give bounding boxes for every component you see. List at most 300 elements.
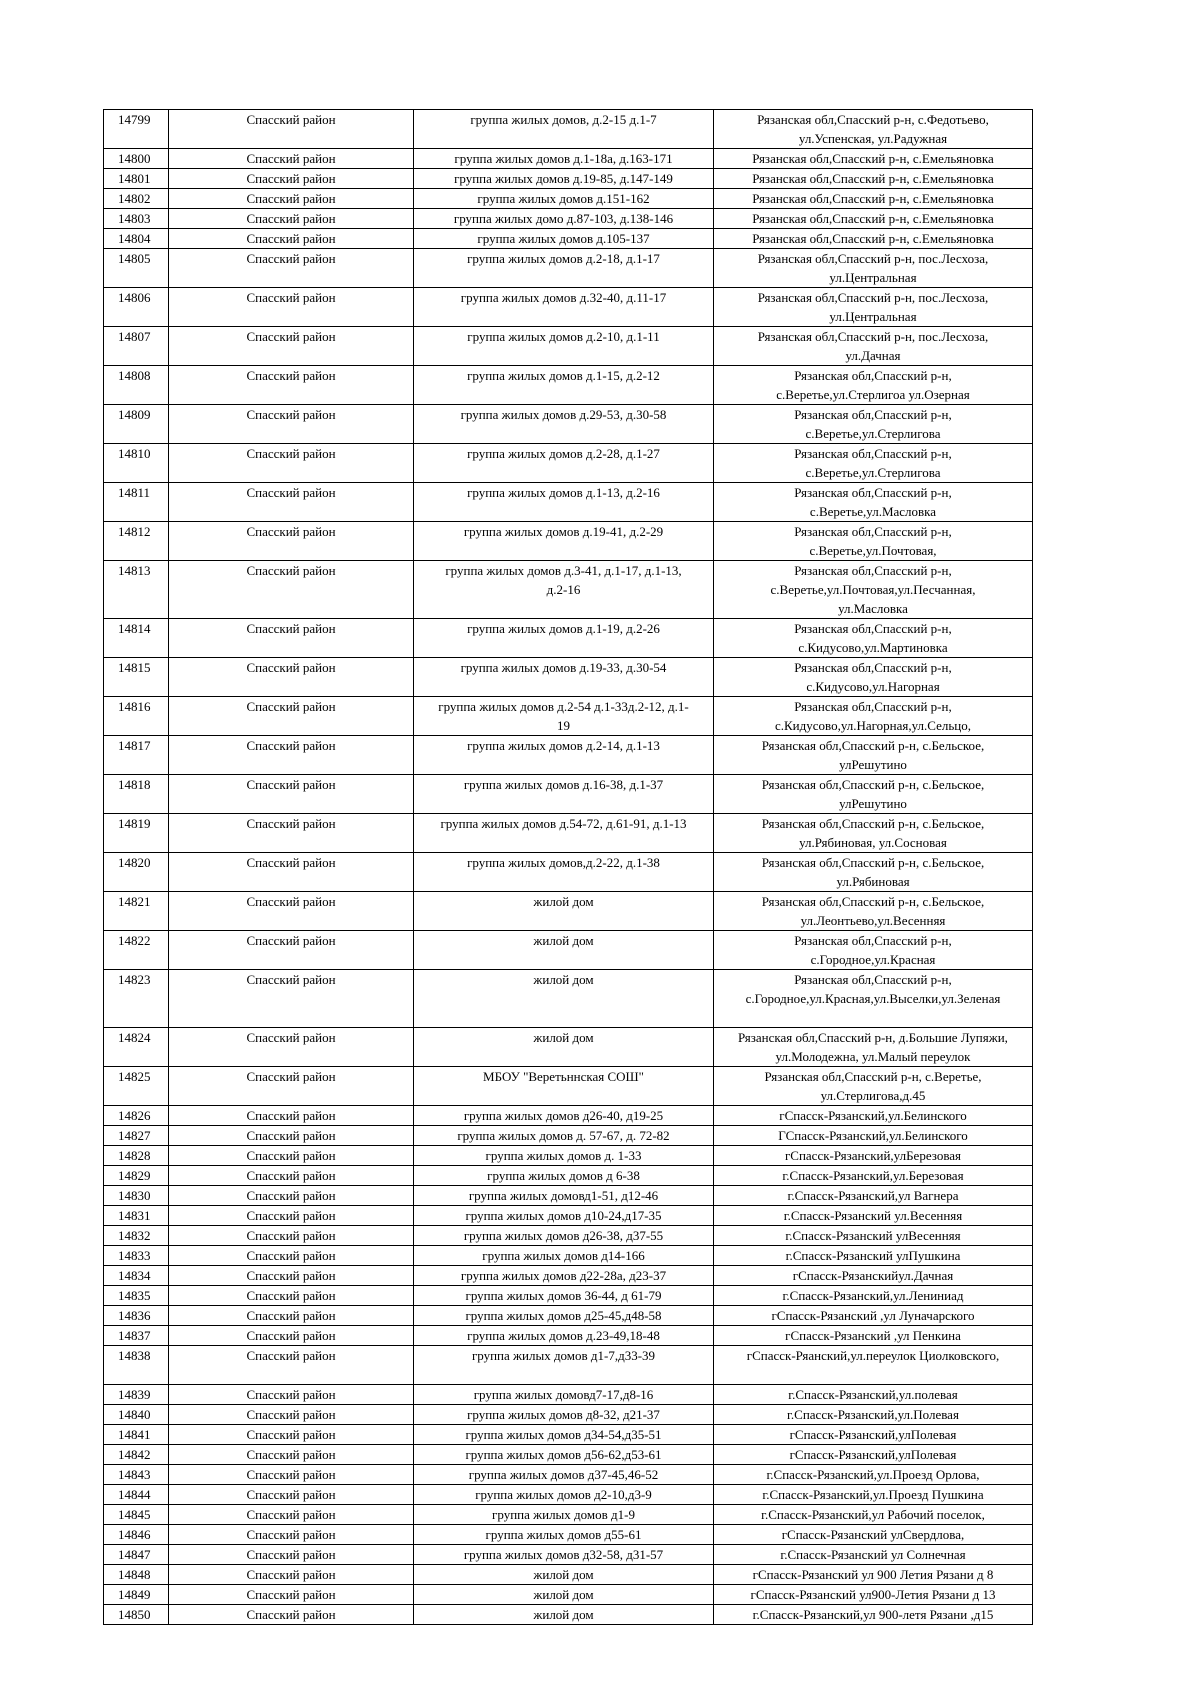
object-line: группа жилых домов д37-45,46-52 xyxy=(468,1467,659,1482)
address-cell xyxy=(714,149,1033,169)
district-cell: Спасский район xyxy=(169,561,414,619)
object-cell xyxy=(414,1405,714,1425)
address-cell xyxy=(714,1465,1033,1485)
object-cell xyxy=(414,1286,714,1306)
table-row xyxy=(104,1605,1033,1625)
address-line: г.Спасск-Рязанский ул Солнечная xyxy=(780,1547,966,1562)
object-cell xyxy=(414,327,714,366)
table-row xyxy=(104,1306,1033,1326)
address-cell xyxy=(714,775,1033,814)
object-line: группа жилых домов д.19-41, д.2-29 xyxy=(463,524,664,539)
address-line: г.Спасск-Рязанский ул.Весенняя xyxy=(783,1208,963,1223)
district-cell: Спасский район xyxy=(169,1226,414,1246)
object-cell xyxy=(414,169,714,189)
address-line: с.Кидусово,ул.Нагорная xyxy=(806,679,940,694)
address-cell xyxy=(714,189,1033,209)
table-row xyxy=(104,1385,1033,1405)
address-line: ул.Рябиновая, ул.Сосновая xyxy=(799,835,947,850)
object-line: группа жилых домовд7-17,д8-16 xyxy=(473,1387,654,1402)
district-cell: Спасский район xyxy=(169,327,414,366)
address-line: Рязанская обл,Спасский р-н, с.Емельяновка xyxy=(752,231,994,246)
object-line: жилой дом xyxy=(533,894,594,909)
address-cell xyxy=(714,1146,1033,1166)
address-line: г.Спасск-Рязанский,ул.полевая xyxy=(788,1387,958,1402)
object-cell xyxy=(414,1226,714,1246)
address-line: гСпасск-Рязанский ,ул Луначарского xyxy=(771,1308,975,1323)
address-line: г.Спасск-Рязанский,ул Вагнера xyxy=(787,1188,959,1203)
address-cell xyxy=(714,1405,1033,1425)
row-number: 14827 xyxy=(104,1126,169,1146)
address-line: гСпасск-Рязанский,улПолевая xyxy=(789,1447,957,1462)
row-number: 14844 xyxy=(104,1485,169,1505)
table-row xyxy=(104,483,1033,522)
district-cell: Спасский район xyxy=(169,1266,414,1286)
address-line: г.Спасск-Рязанский улВесенняя xyxy=(785,1228,961,1243)
address-cell xyxy=(714,1445,1033,1465)
address-line: ул.Леонтьево,ул.Весенняя xyxy=(800,913,946,928)
object-line: группа жилых домов д. 57-67, д. 72-82 xyxy=(457,1128,670,1143)
address-cell xyxy=(714,970,1033,1028)
object-line: группа жилых домо д.87-103, д.138-146 xyxy=(453,211,674,226)
address-line: с.Городное,ул.Красная,ул.Выселки,ул.Зеленая xyxy=(745,991,1001,1006)
address-cell xyxy=(714,229,1033,249)
object-cell xyxy=(414,892,714,931)
object-cell xyxy=(414,1605,714,1625)
row-number: 14834 xyxy=(104,1266,169,1286)
address-line: улРешутино xyxy=(839,796,907,811)
address-line: Рязанская обл,Спасский р-н, xyxy=(794,524,952,539)
table-row xyxy=(104,736,1033,775)
address-line: Рязанская обл,Спасский р-н, xyxy=(794,621,952,636)
row-number: 14838 xyxy=(104,1346,169,1385)
row-number: 14818 xyxy=(104,775,169,814)
row-number: 14800 xyxy=(104,149,169,169)
object-line: группа жилых домов д25-45,д48-58 xyxy=(465,1308,662,1323)
address-line: гСпасск-Рязанский ,ул Пенкина xyxy=(785,1328,961,1343)
district-cell: Спасский район xyxy=(169,288,414,327)
district-cell: Спасский район xyxy=(169,853,414,892)
table-row xyxy=(104,1445,1033,1465)
object-line: группа жилых домов д.1-19, д.2-26 xyxy=(467,621,660,636)
object-cell xyxy=(414,1186,714,1206)
address-line: Рязанская обл,Спасский р-н, xyxy=(794,660,952,675)
address-line: Рязанская обл,Спасский р-н, xyxy=(794,485,952,500)
address-cell xyxy=(714,658,1033,697)
object-line: группа жилых домов д.1-18а, д.163-171 xyxy=(454,151,673,166)
table-row xyxy=(104,169,1033,189)
table-row xyxy=(104,931,1033,970)
district-cell: Спасский район xyxy=(169,697,414,736)
object-line: МБОУ "Веретьннская СОШ" xyxy=(483,1069,644,1084)
address-cell xyxy=(714,110,1033,149)
object-line: группа жилых домов д.3-41, д.1-17, д.1-13, xyxy=(445,563,682,578)
district-cell: Спасский район xyxy=(169,149,414,169)
address-line: Рязанская обл,Спасский р-н, пос.Лесхоза, xyxy=(757,251,989,266)
address-cell xyxy=(714,1126,1033,1146)
district-cell: Спасский район xyxy=(169,1425,414,1445)
address-line: Рязанская обл,Спасский р-н, с.Бельское, xyxy=(761,816,985,831)
row-number: 14846 xyxy=(104,1525,169,1545)
object-cell xyxy=(414,931,714,970)
row-number: 14821 xyxy=(104,892,169,931)
object-line: жилой дом xyxy=(533,1567,594,1582)
address-cell xyxy=(714,1286,1033,1306)
district-cell: Спасский район xyxy=(169,931,414,970)
object-line: группа жилых домов д.1-13, д.2-16 xyxy=(467,485,660,500)
row-number: 14836 xyxy=(104,1306,169,1326)
address-cell xyxy=(714,1485,1033,1505)
address-line: ул.Масловка xyxy=(838,601,908,616)
table-row xyxy=(104,327,1033,366)
district-cell: Спасский район xyxy=(169,169,414,189)
address-line: гСпасск-Рязанский,улБерезовая xyxy=(784,1148,962,1163)
object-line: группа жилых домов д10-24,д17-35 xyxy=(465,1208,662,1223)
object-line: группа жилых домов д.105-137 xyxy=(477,231,650,246)
row-number: 14849 xyxy=(104,1585,169,1605)
object-cell xyxy=(414,1166,714,1186)
district-cell: Спасский район xyxy=(169,189,414,209)
address-cell xyxy=(714,327,1033,366)
district-cell: Спасский район xyxy=(169,483,414,522)
object-line: жилой дом xyxy=(533,1587,594,1602)
object-cell xyxy=(414,1445,714,1465)
object-line: группа жилых домов д26-40, д19-25 xyxy=(463,1108,664,1123)
address-line: ул.Центральная xyxy=(829,270,917,285)
object-cell xyxy=(414,1346,714,1385)
district-cell: Спасский район xyxy=(169,405,414,444)
object-cell xyxy=(414,1485,714,1505)
address-line: Рязанская обл,Спасский р-н, с.Бельское, xyxy=(761,855,985,870)
table-row xyxy=(104,1266,1033,1286)
district-cell: Спасский район xyxy=(169,1525,414,1545)
address-cell xyxy=(714,697,1033,736)
address-line: Рязанская обл,Спасский р-н, с.Емельяновка xyxy=(752,211,994,226)
object-line: группа жилых домов д.19-85, д.147-149 xyxy=(454,171,673,186)
district-cell: Спасский район xyxy=(169,249,414,288)
address-line: г.Спасск-Рязанский,ул Рабочий поселок, xyxy=(761,1507,985,1522)
row-number: 14825 xyxy=(104,1067,169,1106)
table-row xyxy=(104,189,1033,209)
row-number: 14810 xyxy=(104,444,169,483)
object-line: д.2-16 xyxy=(546,582,581,597)
address-line: Рязанская обл,Спасский р-н, с.Бельское, xyxy=(761,738,985,753)
row-number: 14801 xyxy=(104,169,169,189)
object-cell xyxy=(414,1067,714,1106)
address-cell xyxy=(714,1346,1033,1385)
address-line: ул.Рябиновая xyxy=(836,874,910,889)
address-cell xyxy=(714,288,1033,327)
address-line: ул.Успенская, ул.Радужная xyxy=(798,131,948,146)
object-line: группа жилых домов д.2-54 д.1-33д.2-12, д.1- xyxy=(438,699,689,714)
district-cell: Спасский район xyxy=(169,1246,414,1266)
object-cell xyxy=(414,110,714,149)
table-row xyxy=(104,1286,1033,1306)
object-line: группа жилых домов д55-61 xyxy=(485,1527,642,1542)
object-line: группа жилых домов д.2-14, д.1-13 xyxy=(467,738,660,753)
address-line: Рязанская обл,Спасский р-н, пос.Лесхоза, xyxy=(757,290,989,305)
object-cell xyxy=(414,1385,714,1405)
address-cell xyxy=(714,249,1033,288)
address-cell xyxy=(714,1505,1033,1525)
object-cell xyxy=(414,1306,714,1326)
object-cell xyxy=(414,522,714,561)
table-row xyxy=(104,149,1033,169)
row-number: 14831 xyxy=(104,1206,169,1226)
address-line: Рязанская обл,Спасский р-н, д.Большие Лупяжи, xyxy=(738,1030,1008,1045)
table-row xyxy=(104,405,1033,444)
row-number: 14829 xyxy=(104,1166,169,1186)
object-line: группа жилых домов д1-7,д33-39 xyxy=(471,1348,656,1363)
object-line: жилой дом xyxy=(533,1030,594,1045)
district-cell: Спасский район xyxy=(169,658,414,697)
address-cell xyxy=(714,1385,1033,1405)
object-line: группа жилых домов д32-58, д31-57 xyxy=(463,1547,664,1562)
table-row xyxy=(104,1226,1033,1246)
address-line: с.Городное,ул.Красная xyxy=(810,952,936,967)
district-cell: Спасский район xyxy=(169,775,414,814)
address-line: г.Спасск-Рязанский улПушкина xyxy=(785,1248,961,1263)
table-row xyxy=(104,970,1033,1028)
address-cell xyxy=(714,444,1033,483)
table-row xyxy=(104,444,1033,483)
object-line: группа жилых домов д26-38, д37-55 xyxy=(463,1228,664,1243)
district-cell: Спасский район xyxy=(169,736,414,775)
object-line: группа жилых домов д.151-162 xyxy=(477,191,650,206)
address-line: Рязанская обл,Спасский р-н, xyxy=(794,368,952,383)
district-cell: Спасский район xyxy=(169,1465,414,1485)
row-number: 14824 xyxy=(104,1028,169,1067)
row-number: 14843 xyxy=(104,1465,169,1485)
object-line: группа жилых домов д.2-18, д.1-17 xyxy=(467,251,660,266)
district-cell: Спасский район xyxy=(169,1385,414,1405)
address-line: с.Кидусово,ул.Нагорная,ул.Сельцо, xyxy=(774,718,971,733)
district-cell: Спасский район xyxy=(169,1146,414,1166)
table-row xyxy=(104,814,1033,853)
table-row xyxy=(104,561,1033,619)
row-number: 14806 xyxy=(104,288,169,327)
address-line: гСпасск-Рязанскийул.Дачная xyxy=(792,1268,954,1283)
object-cell xyxy=(414,149,714,169)
address-line: гСпасск-Ряанский,ул.переулок Циолковского, xyxy=(746,1348,1000,1363)
address-cell xyxy=(714,1186,1033,1206)
row-number: 14814 xyxy=(104,619,169,658)
object-line: группа жилых домов д1-9 xyxy=(492,1507,635,1522)
address-cell xyxy=(714,1425,1033,1445)
table-row xyxy=(104,892,1033,931)
district-cell: Спасский район xyxy=(169,522,414,561)
address-line: Рязанская обл,Спасский р-н, с.Федотьево, xyxy=(757,112,989,127)
object-cell xyxy=(414,209,714,229)
row-number: 14823 xyxy=(104,970,169,1028)
table-row xyxy=(104,1146,1033,1166)
table-row xyxy=(104,1525,1033,1545)
address-line: ГСпасск-Рязанский,ул.Белинского xyxy=(778,1128,968,1143)
district-cell: Спасский район xyxy=(169,229,414,249)
object-line: жилой дом xyxy=(533,1607,594,1622)
address-cell xyxy=(714,1166,1033,1186)
district-cell: Спасский район xyxy=(169,1405,414,1425)
object-cell xyxy=(414,561,714,619)
object-line: группа жилых домов д.2-28, д.1-27 xyxy=(467,446,660,461)
object-cell xyxy=(414,1146,714,1166)
table-body xyxy=(104,110,1033,1625)
address-line: Рязанская обл,Спасский р-н, xyxy=(794,563,952,578)
address-line: Рязанская обл,Спасский р-н, xyxy=(794,972,952,987)
address-cell xyxy=(714,619,1033,658)
object-cell xyxy=(414,814,714,853)
address-line: г.Спасск-Рязанский,ул.Лениниад xyxy=(782,1288,964,1303)
table-row xyxy=(104,1565,1033,1585)
address-line: г.Спасск-Рязанский,ул.Березовая xyxy=(782,1168,964,1183)
district-cell: Спасский район xyxy=(169,970,414,1028)
row-number: 14813 xyxy=(104,561,169,619)
object-cell xyxy=(414,444,714,483)
row-number: 14835 xyxy=(104,1286,169,1306)
address-cell xyxy=(714,1106,1033,1126)
row-number: 14830 xyxy=(104,1186,169,1206)
blank-line xyxy=(716,1365,1030,1384)
object-cell xyxy=(414,1106,714,1126)
district-cell: Спасский район xyxy=(169,1346,414,1385)
table-row xyxy=(104,1425,1033,1445)
row-number: 14804 xyxy=(104,229,169,249)
object-cell xyxy=(414,658,714,697)
district-cell: Спасский район xyxy=(169,1126,414,1146)
table-row xyxy=(104,1246,1033,1266)
address-line: Рязанская обл,Спасский р-н, xyxy=(794,699,952,714)
object-cell xyxy=(414,736,714,775)
address-cell xyxy=(714,483,1033,522)
address-cell xyxy=(714,1226,1033,1246)
table-row xyxy=(104,1186,1033,1206)
object-cell xyxy=(414,1585,714,1605)
address-line: Рязанская обл,Спасский р-н, xyxy=(794,407,952,422)
object-cell xyxy=(414,697,714,736)
table-row xyxy=(104,288,1033,327)
address-line: с.Кидусово,ул.Мартиновка xyxy=(798,640,948,655)
object-cell xyxy=(414,1028,714,1067)
district-cell: Спасский район xyxy=(169,1286,414,1306)
address-line: ул.Центральная xyxy=(829,309,917,324)
object-cell xyxy=(414,1326,714,1346)
address-cell xyxy=(714,1206,1033,1226)
object-line: группа жилых домов, д.2-15 д.1-7 xyxy=(470,112,657,127)
table-row xyxy=(104,1505,1033,1525)
address-line: ул.Молодежна, ул.Малый переулок xyxy=(775,1049,971,1064)
blank-line xyxy=(716,1008,1030,1027)
object-cell xyxy=(414,189,714,209)
address-cell xyxy=(714,1545,1033,1565)
row-number: 14837 xyxy=(104,1326,169,1346)
address-cell xyxy=(714,931,1033,970)
address-line: Рязанская обл,Спасский р-н, с.Емельяновка xyxy=(752,171,994,186)
row-number: 14839 xyxy=(104,1385,169,1405)
row-number: 14850 xyxy=(104,1605,169,1625)
object-line: 19 xyxy=(557,718,570,733)
row-number: 14842 xyxy=(104,1445,169,1465)
address-line: г.Спасск-Рязанский,ул 900-летя Рязани ,д15 xyxy=(752,1607,994,1622)
address-line: гСпасск-Рязанский улСвердлова, xyxy=(781,1527,965,1542)
address-cell xyxy=(714,1067,1033,1106)
row-number: 14820 xyxy=(104,853,169,892)
address-line: г.Спасск-Рязанский,ул.Проезд Орлова, xyxy=(766,1467,980,1482)
row-number: 14822 xyxy=(104,931,169,970)
object-line: группа жилых домов д.29-53, д.30-58 xyxy=(460,407,667,422)
table-row xyxy=(104,1545,1033,1565)
table-row xyxy=(104,1126,1033,1146)
table-row xyxy=(104,1405,1033,1425)
address-line: Рязанская обл,Спасский р-н, с.Бельское, xyxy=(761,894,985,909)
district-cell: Спасский район xyxy=(169,1545,414,1565)
object-line: группа жилых домов д56-62,д53-61 xyxy=(465,1447,662,1462)
table-row xyxy=(104,1465,1033,1485)
district-cell: Спасский район xyxy=(169,209,414,229)
address-cell xyxy=(714,736,1033,775)
table-row xyxy=(104,1585,1033,1605)
table-row xyxy=(104,1346,1033,1385)
table-row xyxy=(104,1067,1033,1106)
object-line: группа жилых домов д22-28а, д23-37 xyxy=(460,1268,667,1283)
address-cell xyxy=(714,169,1033,189)
object-cell xyxy=(414,1565,714,1585)
address-line: Рязанская обл,Спасский р-н, с.Бельское, xyxy=(761,777,985,792)
row-number: 14847 xyxy=(104,1545,169,1565)
address-line: улРешутино xyxy=(839,757,907,772)
table-row xyxy=(104,775,1033,814)
table-row xyxy=(104,1166,1033,1186)
address-line: г.Спасск-Рязанский,ул.Полевая xyxy=(787,1407,959,1422)
address-line: с.Веретье,ул.Стерлигова xyxy=(805,426,941,441)
address-line: Рязанская обл,Спасский р-н, с.Емельяновка xyxy=(752,191,994,206)
district-cell: Спасский район xyxy=(169,1485,414,1505)
document-page xyxy=(103,109,1033,1625)
object-cell xyxy=(414,288,714,327)
row-number: 14817 xyxy=(104,736,169,775)
address-line: Рязанская обл,Спасский р-н, xyxy=(794,933,952,948)
object-line: группа жилых домов д8-32, д21-37 xyxy=(467,1407,660,1422)
row-number: 14845 xyxy=(104,1505,169,1525)
district-cell: Спасский район xyxy=(169,892,414,931)
object-cell xyxy=(414,775,714,814)
row-number: 14841 xyxy=(104,1425,169,1445)
address-cell xyxy=(714,1306,1033,1326)
district-cell: Спасский район xyxy=(169,814,414,853)
object-cell xyxy=(414,1525,714,1545)
row-number: 14808 xyxy=(104,366,169,405)
table-row xyxy=(104,522,1033,561)
object-cell xyxy=(414,229,714,249)
table-row xyxy=(104,209,1033,229)
object-line: жилой дом xyxy=(533,933,594,948)
district-cell: Спасский район xyxy=(169,1186,414,1206)
address-line: гСпасск-Рязанский ул900-Летия Рязани д 13 xyxy=(750,1587,996,1602)
address-cell xyxy=(714,1028,1033,1067)
object-cell xyxy=(414,249,714,288)
address-line: гСпасск-Рязанский ул 900 Летия Рязани д 8 xyxy=(752,1567,994,1582)
row-number: 14803 xyxy=(104,209,169,229)
row-number: 14805 xyxy=(104,249,169,288)
table-row xyxy=(104,1326,1033,1346)
table-row xyxy=(104,619,1033,658)
table-row xyxy=(104,110,1033,149)
address-cell xyxy=(714,1565,1033,1585)
object-line: группа жилых домов д34-54,д35-51 xyxy=(465,1427,662,1442)
table-row xyxy=(104,366,1033,405)
row-number: 14799 xyxy=(104,110,169,149)
address-table xyxy=(103,109,1033,1625)
district-cell: Спасский район xyxy=(169,1067,414,1106)
object-line: группа жилых домов д 6-38 xyxy=(487,1168,640,1183)
